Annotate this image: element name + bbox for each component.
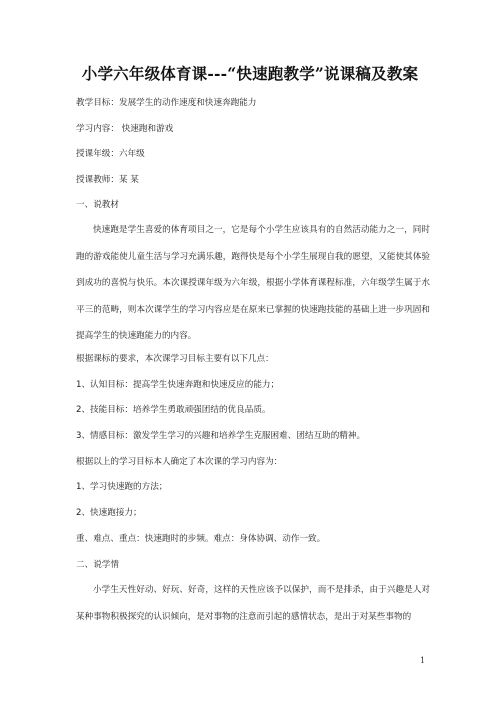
content-item-2: 2、快速跑接力；: [76, 508, 142, 518]
learning-content: 学习内容： 快速跑和游戏: [76, 124, 174, 134]
objective-affective: 3、情感目标：激发学生学习的兴趣和培养学生克服困难、团结互助的精神。: [76, 431, 366, 441]
objective-cognitive: 1、认知目标：提高学生快速奔跑和快速反应的能力；: [76, 380, 280, 390]
objective-skill: 2、技能目标：培养学生勇敢顽强团结的优良品质。: [76, 405, 271, 415]
grade-level: 授课年级：六年级: [76, 149, 145, 159]
content-item-1: 1、学习快速跑的方法；: [76, 482, 168, 492]
learners-paragraph: 小学生天性好动、好玩、好奇，这样的天性应该予以保护，而不是排杀，由于兴趣是人对某种事物积极探究的认识倾向，是对事物的注意而引起的感情状态，是出于对某些事物的: [76, 585, 430, 622]
teacher-name: 授课教师：某 某: [76, 175, 139, 185]
document-title: 小学六年级体育课---“快速跑教学”说课稿及教案: [81, 64, 419, 83]
objectives-intro: 根据课标的要求，本次课学习目标主要有以下几点：: [76, 354, 274, 364]
key-difficult-points: 重、难点、重点：快速跑时的步频。难点：身体协调、动作一致。: [76, 534, 326, 544]
page-number: 1: [420, 656, 426, 665]
section-heading-learners: 二、说学情: [76, 560, 119, 570]
section-heading-textbook: 一、说教材: [76, 200, 119, 210]
teaching-goal: 教学目标：发展学生的动作速度和快速奔跑能力: [76, 98, 257, 108]
textbook-paragraph: 快速跑是学生喜爱的体育项目之一，它是每个小学生应该具有的自然活动能力之一，同时跑的游戏能使儿童生活与学习充满乐趣，跑得快是每个小学生展现自我的愿望，又能使其体验到成功的喜悦与快乐。本次课授课年级为六年级，根据小学体育课程标准，六年级学生属于水平三的范畴，则本次课学生的学习内容应是在原来已掌握的快速跑技能的基础上进一步巩固和提高学生的快速跑能力的内容。: [76, 225, 430, 341]
content-intro: 根据以上的学习目标本人确定了本次课的学习内容为：: [76, 457, 283, 467]
